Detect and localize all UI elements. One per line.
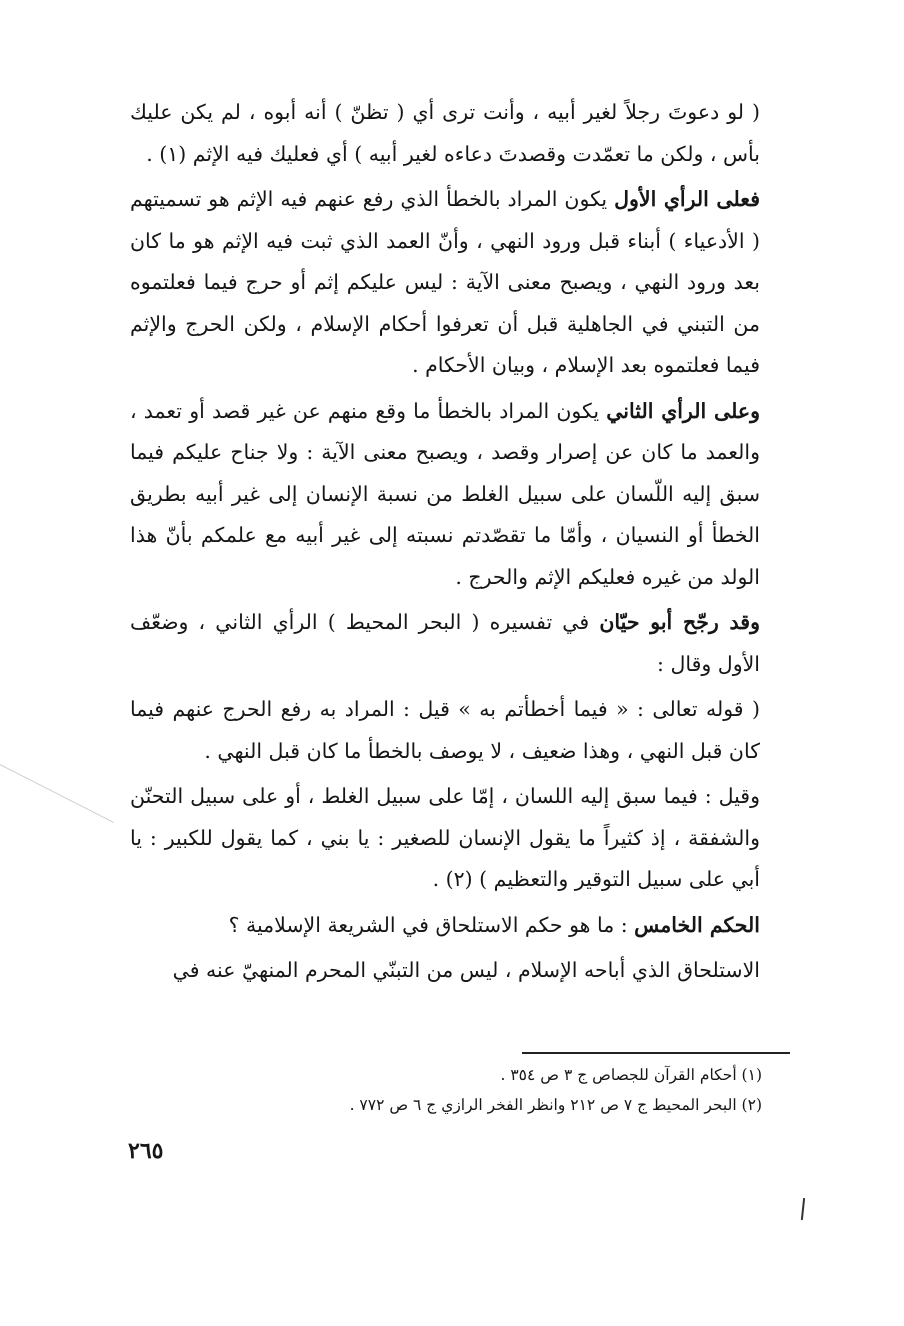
paragraph-abu-hayyan (130, 602, 760, 685)
paragraph-text: : ما هو حكم الاستلحاق في الشريعة الإسلامية ؟ (228, 912, 635, 937)
paragraph-quote-2 (130, 776, 760, 901)
paragraph-quote-1 (130, 689, 760, 772)
footnote-divider (522, 1052, 790, 1054)
paragraph-quote-intro (130, 92, 760, 175)
scan-artifact-line (0, 764, 114, 823)
body-text (130, 92, 760, 996)
paragraph-lead: وقد رجّح أبو حيّان (599, 610, 760, 634)
paragraph-istilhaq (130, 950, 760, 992)
footnote-2: (٢) البحر المحيط ج ٧ ص ٢١٢ وانظر الفخر الرازي ج ٦ ص ٧٧٢ . (349, 1096, 762, 1114)
paragraph-text: يكون المراد بالخطأ ما وقع منهم عن غير قصد أو تعمد ، والعمد ما كان عن إصرار وقصد ، ويصبح معنى الآية : ولا جناح عليكم فيما سبق إليه اللّسان على سبيل الغلط من نسبة الإنسان إلى غير أبيه بطريق الخطأ أو النسيان ، وأمّا ما تقصّدتم نسبته إلى غير أبيه مع علمكم بأنّ هذا الولد من غيره فعليكم الإثم والحرج . (130, 398, 760, 589)
page-number: ٢٦٥ (128, 1138, 164, 1164)
paragraph-fifth-ruling (130, 905, 760, 947)
paragraph-lead: الحكم الخامس (634, 912, 760, 937)
paragraph-text: ( لو دعوتَ رجلاً لغير أبيه ، وأنت ترى أي ( تظنّ ) أنه أبوه ، لم يكن عليك بأس ، ولكن ما تعمّدت وقصدتَ دعاءه لغير أبيه ) أي فعليك فيه الإثم (١) . (130, 100, 760, 166)
paragraph-text: ( قوله تعالى : « فيما أخطأتم به » قيل : المراد به رفع الحرج عنهم فيما كان قبل النهي ، وهذا ضعيف ، لا يوصف بالخطأ ما كان قبل النهي . (130, 697, 760, 763)
paragraph-second-opinion (130, 391, 760, 599)
paragraph-text: يكون المراد بالخطأ الذي رفع عنهم فيه الإثم هو تسميتهم ( الأدعياء ) أبناء قبل ورود النهي ، وأنّ العمد الذي ثبت فيه الإثم هو ما كان بعد ورود النهي ، ويصبح معنى الآية : ليس عليكم إثم أو حرج فيما فعلتموه من التبني في الجاهلية قبل أن تعرفوا أحكام الإسلام ، ولكن الحرج والإثم فيما فعلتموه بعد الإسلام ، وبيان الأحكام . (130, 187, 760, 377)
paragraph-lead: فعلى الرأي الأول (614, 187, 760, 211)
footnotes (180, 1060, 762, 1120)
footnote-1: (١) أحكام القرآن للجصاص ج ٣ ص ٣٥٤ . (500, 1066, 762, 1084)
paragraph-text: في تفسيره ( البحر المحيط ) الرأي الثاني ، وضعّف الأول وقال : (130, 610, 760, 676)
paragraph-first-opinion (130, 179, 760, 387)
paragraph-lead: وعلى الرأي الثاني (606, 398, 760, 423)
paragraph-text: الاستلحاق الذي أباحه الإسلام ، ليس من التبنّي المحرم المنهيّ عنه في (172, 958, 760, 982)
margin-mark (801, 1198, 805, 1220)
paragraph-text: وقيل : فيما سبق إليه اللسان ، إمّا على سبيل الغلط ، أو على سبيل التحنّن والشفقة ، إذ كثيراً ما يقول الإنسان للصغير : يا بني ، كما يقول للكبير : يا أبي على سبيل التوقير والتعظيم ) (٢) . (130, 784, 760, 891)
